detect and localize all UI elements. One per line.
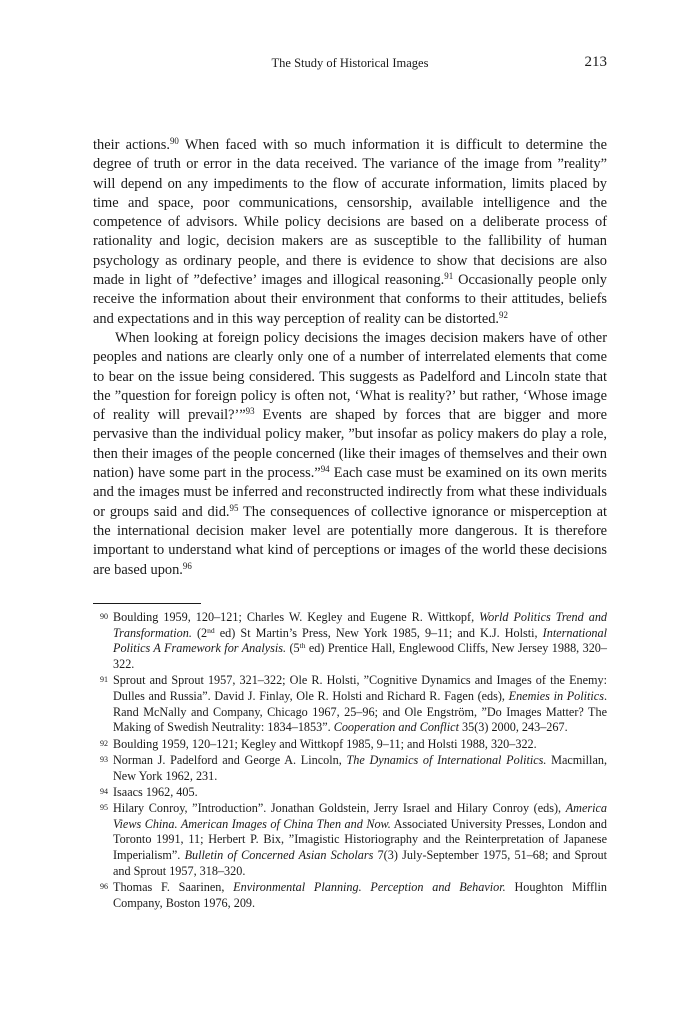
text-run: . Rand McNally and Company, Chicago 1967, 25–96; and Ole Engström, ”Do Images Matter? The Making of Swedish Neutrality: 1834–1853”.: [113, 689, 607, 735]
text-run: their actions.: [93, 137, 170, 153]
title-italic: Bulletin of Concerned Asian Scholars: [184, 848, 374, 863]
text-run: ed) Prentice Hall, Englewood Cliffs, New Jersey 1988, 320–322.: [113, 641, 607, 672]
footnote-number: 94: [100, 786, 108, 796]
page-number: 213: [584, 54, 607, 70]
ordinal-sup: th: [299, 641, 306, 651]
text-run: Thomas F. Saarinen,: [113, 879, 234, 894]
text-run: ed) St Martin’s Press, New York 1985, 9–11; and K.J. Holsti,: [214, 625, 543, 640]
footnote-ref-93[interactable]: 93: [245, 406, 255, 417]
text-run: Isaacs 1962, 405.: [113, 784, 198, 799]
text-run: When faced with so much information it is difficult to determine the degree of truth or error in the data received. The variance of the image from ”reality” will depend on any impediments to the flow of accurate information, limits placed by time and space, poor communications, censorship, available intelligence and the competence of advisors. While policy decisions are based on a deliberate process of rationality and logic, decision makers are as susceptible to the fallibility of human psychology as ordinary people, and there is evidence to show that decisions are also made in light of ”defective’ images and illogical reasoning.: [93, 137, 607, 289]
paragraph-2: [93, 329, 607, 580]
footnote-ref-92[interactable]: 92: [499, 309, 508, 320]
text-run: Houghton Mifflin Company, Boston 1976, 209.: [113, 879, 607, 910]
footnotes: [93, 610, 607, 912]
text-run: (5: [286, 641, 300, 656]
text-run: Events are shaped by forces that are bigger and more pervasive than the individual policy maker, ”but insofar as policy makers do play a role, then their images of the people concerned (like their images of themselves and their own nation) have some part in the process.”: [93, 407, 607, 482]
text-run: (2: [191, 625, 208, 640]
body-text: [93, 136, 607, 580]
title-italic: Environmental Planning. Perception and Behavior.: [233, 879, 506, 894]
title-italic: Enemies in Politics: [508, 689, 604, 704]
text-run: Norman J. Padelford and George A. Lincoln,: [113, 752, 347, 767]
footnote-ref-91[interactable]: 91: [444, 271, 454, 282]
text-run: Boulding 1959, 120–121; Charles W. Kegley and Eugene R. Wittkopf,: [113, 610, 480, 624]
footnote-ref-94[interactable]: 94: [320, 464, 330, 475]
paragraph-1: [93, 136, 607, 329]
footnote-92: [93, 737, 607, 753]
footnote-95: [93, 801, 607, 880]
footnote-separator: [93, 603, 201, 604]
footnote-number: 91: [100, 675, 108, 685]
text-run: When looking at foreign policy decisions the images decision makers have of other peoples and nations are clearly only one of a number of interrelated elements that come to bear on the issue being considered. This suggests as Padelford and Lincoln state that the ”question for foreign policy is often not, ‘What is reality?’ but rather, ‘Whose image of reality will prevail?’”: [93, 329, 607, 424]
text-run: Associated University Presses, London and Toronto 1991, 11; Herbert P. Bix, ”Imagistic Historiography and the Reinterpretation of Japanese Imperialism”.: [113, 816, 607, 863]
footnote-91: [93, 673, 607, 736]
footnote-96: [93, 880, 607, 911]
text-run: 35(3) 2000, 243–267.: [458, 720, 568, 735]
footnote-number: 90: [100, 612, 108, 621]
footnote-94: [93, 785, 607, 801]
footnote-number: 96: [100, 881, 108, 891]
title-italic: America Views China. American Images of China Then and Now.: [113, 800, 607, 831]
text-run: 7(3) July-September 1975, 51–68; and Sprout and Sprout 1957, 318–320.: [113, 848, 607, 878]
title-italic: Cooperation and Conflict: [333, 720, 459, 735]
title-italic: International Politics A Framework for Analysis.: [113, 625, 607, 656]
footnote-number: 93: [100, 754, 108, 764]
footnote-93: [93, 753, 607, 784]
footnote-number: 95: [100, 802, 108, 812]
text-run: Hilary Conroy, ”Introduction”. Jonathan Goldstein, Jerry Israel and Hilary Conroy (eds),: [113, 800, 566, 815]
title-italic: World Politics Trend and Transformation.: [113, 610, 608, 640]
footnote-ref-90[interactable]: 90: [169, 136, 179, 147]
footnote-ref-96[interactable]: 96: [182, 560, 192, 571]
ordinal-sup: nd: [207, 625, 215, 635]
footnote-90: [93, 610, 607, 673]
text-run: The consequences of collective ignorance or misperception at the international decision maker level are potentially more dangerous. It is therefore important to understand what kind of perceptions or images of the world these decisions are based upon.: [93, 503, 607, 578]
text-run: Occasionally people only receive the information about their environment that conforms to their attitudes, beliefs and expectations and in this way perception of reality can be distorted.: [93, 272, 608, 327]
text-run: Macmillan, New York 1962, 231.: [113, 752, 607, 783]
text-run: Boulding 1959, 120–121; Kegley and Wittkopf 1985, 9–11; and Holsti 1988, 320–322.: [113, 736, 537, 751]
running-title: The Study of Historical Images: [271, 56, 429, 70]
footnote-ref-95[interactable]: 95: [229, 502, 239, 513]
footnote-number: 92: [100, 738, 108, 748]
text-run: Sprout and Sprout 1957, 321–322; Ole R. Holsti, ”Cognitive Dynamics and Images of the Enemy: Dulles and Russia”. David J. Finlay, Ole R. Holsti and Richard R. Fagen (eds),: [113, 673, 607, 704]
running-head: [93, 55, 607, 73]
text-run: Each case must be examined on its own merits and the images must be inferred and reconstructed indirectly from what these individuals or groups said and did.: [93, 465, 607, 520]
title-italic: The Dynamics of International Politics.: [346, 752, 547, 767]
